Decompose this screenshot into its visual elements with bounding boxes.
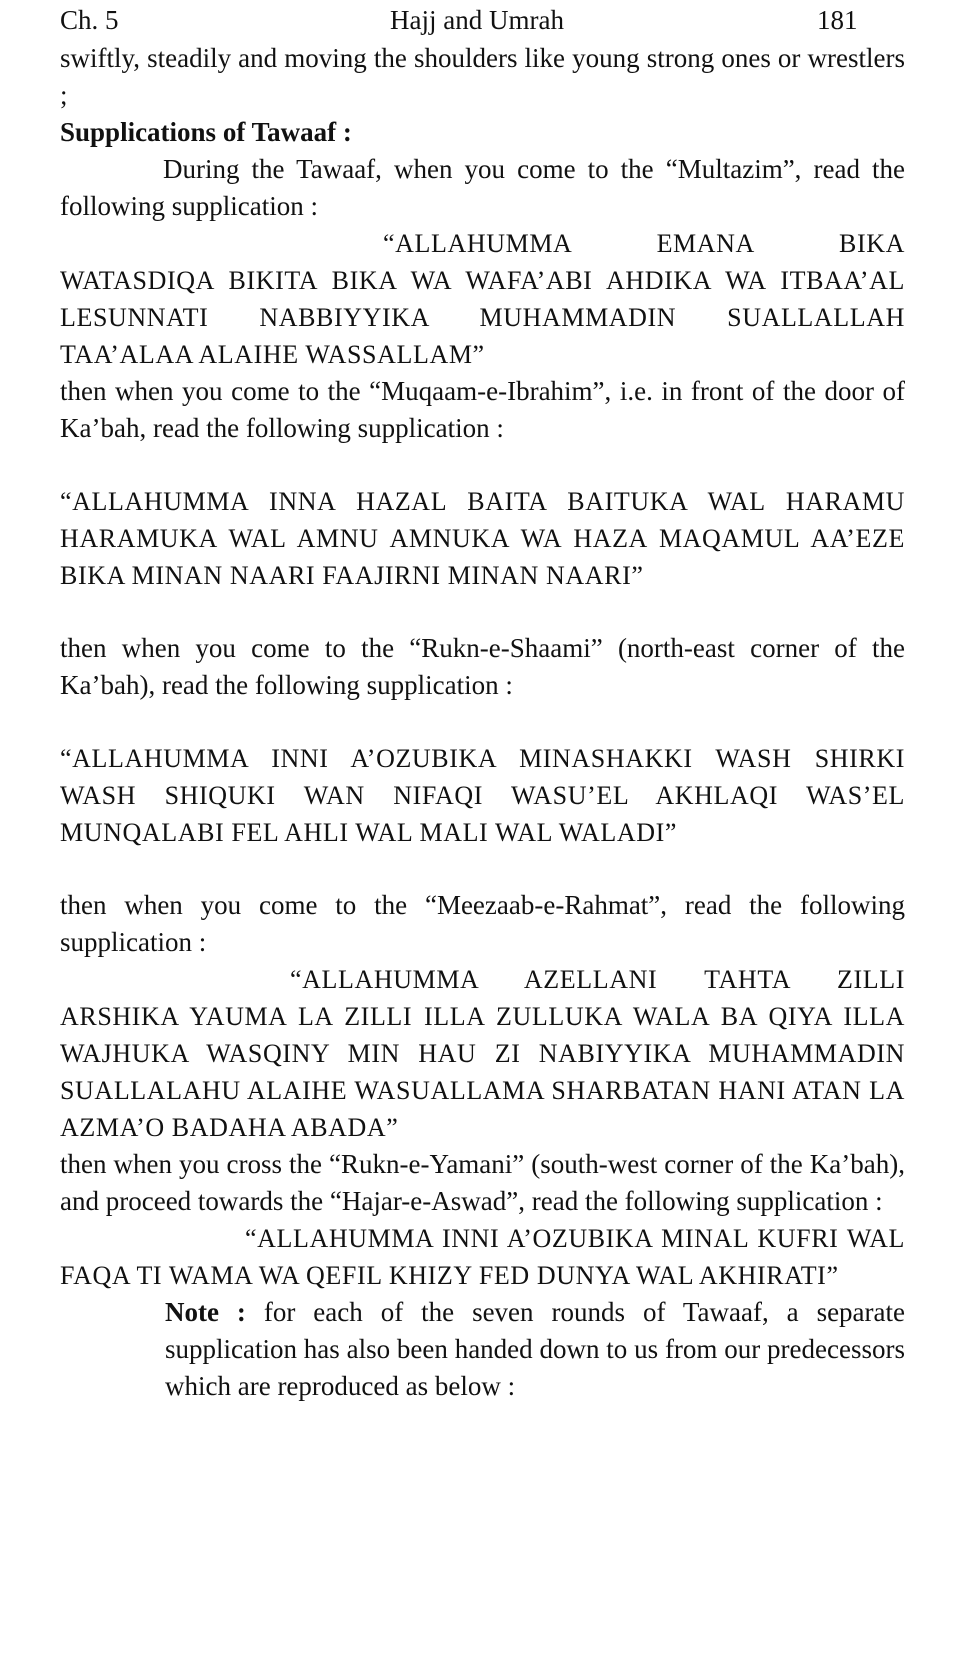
spacer bbox=[60, 851, 905, 887]
note-label: Note : bbox=[165, 1297, 246, 1327]
document-page bbox=[60, 0, 905, 1405]
supplication-yamani: “ALLAHUMMA INNI A’OZUBIKA MINAL KUFRI WAL FAQA TI WAMA WA QEFIL KHIZY FED DUNYA WAL AKHIRATI” bbox=[60, 1224, 905, 1290]
note-paragraph bbox=[165, 1294, 905, 1405]
intro-paragraph: swiftly, steadily and moving the shoulders like young strong ones or wrestlers ; bbox=[60, 43, 905, 110]
spacer bbox=[60, 704, 905, 740]
spacer bbox=[60, 594, 905, 630]
supplication-meezaab: “ALLAHUMMA AZELLANI TAHTA ZILLI ARSHIKA YAUMA LA ZILLI ILLA ZULLUKA WALA BA QIYA ILLA WAJHUKA WASQINY MIN HAU ZI NABIYYIKA MUHAMMADIN SUALLALAHU ALAIHE WASUALLAMA SHARBATAN HANI ATAN LA AZMA’O BADAHA ABADA” bbox=[60, 965, 905, 1142]
supplication-multazim: “ALLAHUMMA EMANA BIKA WATASDIQA BIKITA BIKA WA WAFA’ABI AHDIKA WA ITBAA’AL LESUNNATI NABBIYYIKA MUHAMMADIN SUALLALLAH TAA’ALAA ALAIHE WASSALLAM” bbox=[60, 229, 905, 369]
paragraph-meezaab: then when you come to the “Meezaab-e-Rahmat”, read the following supplication : bbox=[60, 890, 905, 957]
paragraph-multazim: During the Tawaaf, when you come to the “Multazim”, read the following supplication : bbox=[60, 154, 905, 221]
supplication-ibrahim: “ALLAHUMMA INNA HAZAL BAITA BAITUKA WAL HARAMU HARAMUKA WAL AMNU AMNUKA WA HAZA MAQAMUL AA’EZE BIKA MINAN NAARI FAAJIRNI MINAN NAARI” bbox=[60, 487, 905, 590]
paragraph-ibrahim: then when you come to the “Muqaam-e-Ibrahim”, i.e. in front of the door of Ka’bah, read the following supplication : bbox=[60, 376, 905, 443]
paragraph-yamani: then when you cross the “Rukn-e-Yamani” (south-west corner of the Ka’bah), and proceed towards the “Hajar-e-Aswad”, read the following supplication : bbox=[60, 1149, 905, 1216]
page-header bbox=[60, 0, 905, 40]
running-title: Hajj and Umrah bbox=[390, 5, 564, 35]
page-number: 181 bbox=[817, 5, 858, 35]
paragraph-shaami: then when you come to the “Rukn-e-Shaami” (north-east corner of the Ka’bah), read the following supplication : bbox=[60, 633, 905, 700]
chapter-label: Ch. 5 bbox=[60, 5, 119, 35]
spacer bbox=[60, 447, 905, 483]
supplication-shaami: “ALLAHUMMA INNI A’OZUBIKA MINASHAKKI WASH SHIRKI WASH SHIQUKI WAN NIFAQI WASU’EL AKHLAQI WAS’EL MUNQALABI FEL AHLI WAL MALI WAL WALADI” bbox=[60, 744, 905, 847]
note-text: for each of the seven rounds of Tawaaf, a separate supplication has also been handed down to us from our predecessors which are reproduced as below : bbox=[165, 1297, 906, 1401]
section-heading: Supplications of Tawaaf : bbox=[60, 117, 352, 147]
